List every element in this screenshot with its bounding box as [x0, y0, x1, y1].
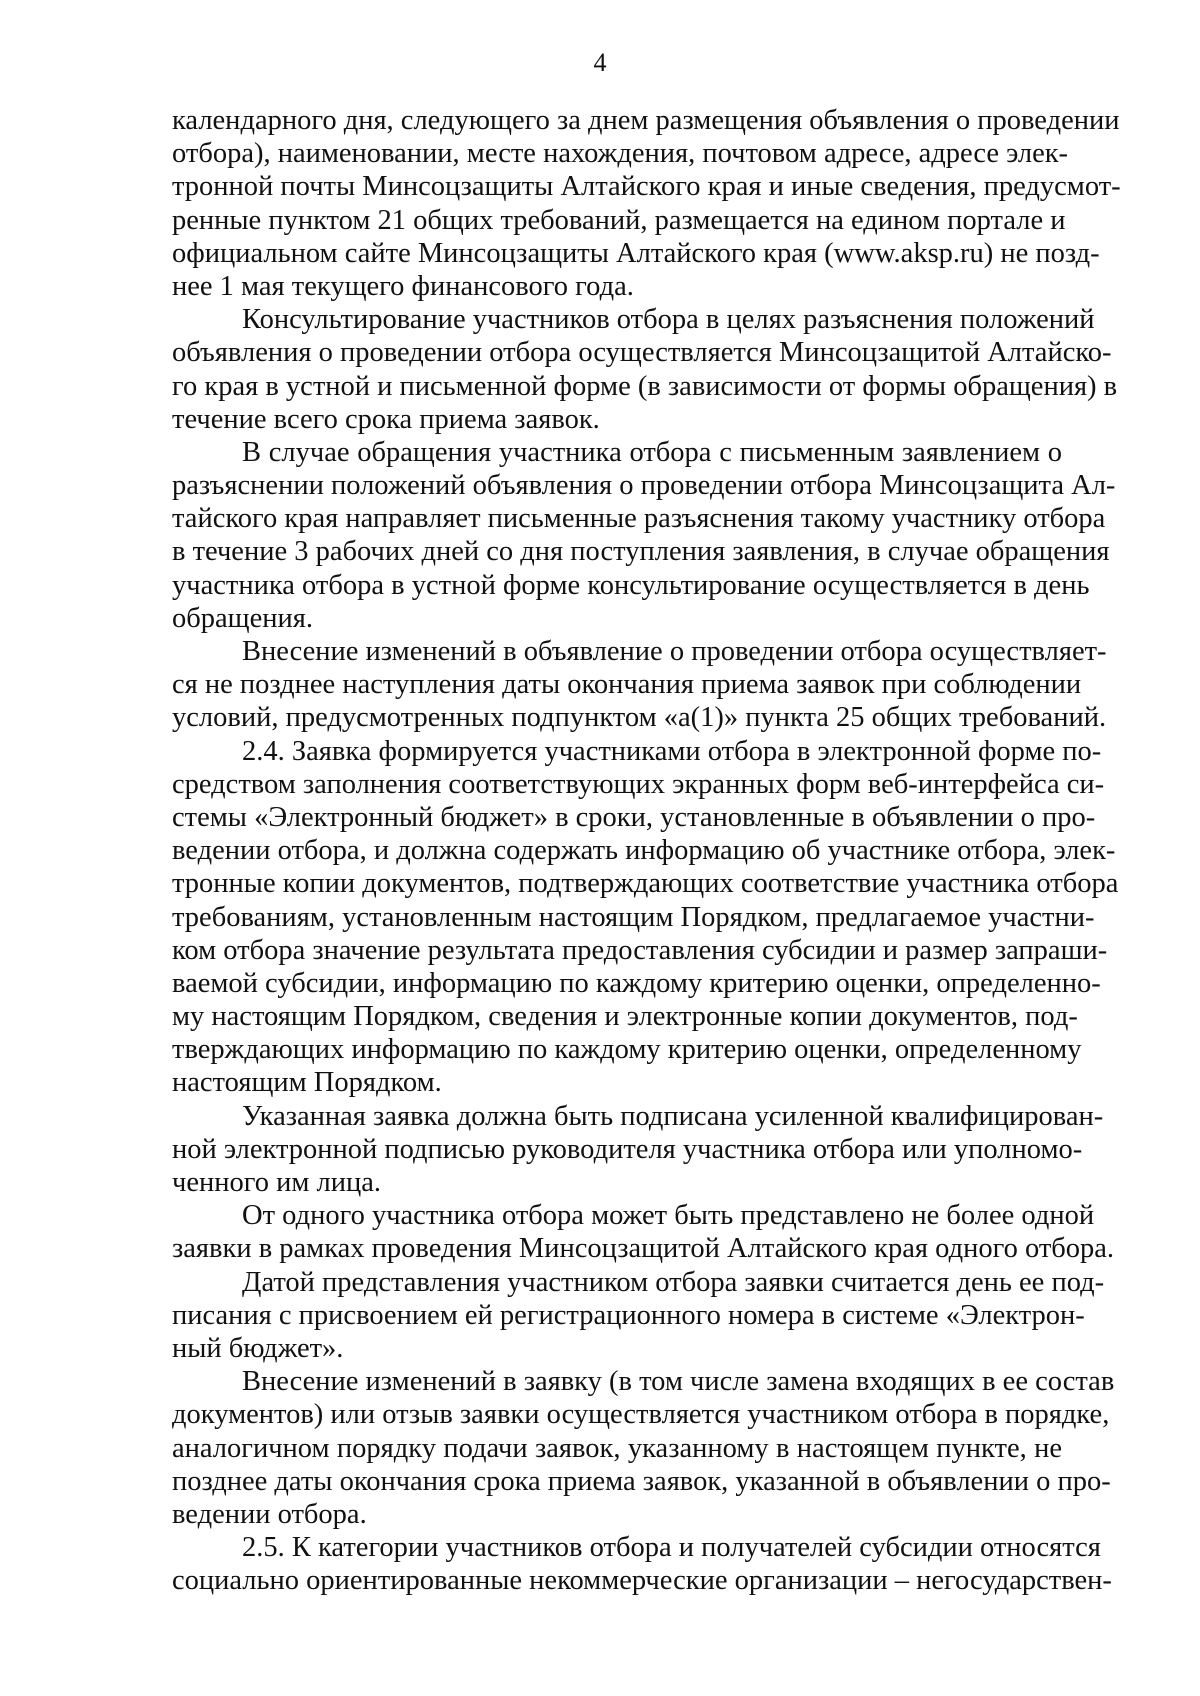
- text-line: Внесение изменений в заявку (в том числе замена входящих в ее состав: [242, 1366, 1115, 1398]
- paragraph: [172, 1266, 1105, 1366]
- paragraph: [172, 1531, 1112, 1597]
- text-line: ком отбора значение результата предоставления субсидии и размер запраши-: [172, 934, 1108, 966]
- paragraph: [172, 1100, 1104, 1200]
- text-line: ведении отбора.: [172, 1498, 367, 1530]
- text-line: Внесение изменений в объявление о проведении отбора осуществляет-: [242, 636, 1107, 667]
- text-line: настоящим Порядком.: [172, 1067, 442, 1099]
- text-line: ренные пунктом 21 общих требований, размещается на едином портале и: [172, 204, 1066, 236]
- text-line: условий, предусмотренных подпунктом «а(1)» пункта 25 общих требований.: [172, 702, 1107, 734]
- text-line: заявки в рамках проведения Минсоцзащитой Алтайского края одного отбора.: [172, 1233, 1115, 1265]
- paragraph: [172, 436, 1116, 635]
- text-line: ченного им лица.: [172, 1167, 382, 1198]
- text-line: документов) или отзыв заявки осуществляется участником отбора в порядке,: [172, 1399, 1110, 1431]
- text-line: ся не позднее наступления даты окончания приема заявок при соблюдении: [172, 669, 1082, 701]
- text-line: Датой представления участником отбора заявки считается день ее под-: [242, 1266, 1105, 1298]
- text-line: ный бюджет».: [172, 1332, 344, 1364]
- text-line: 2.5. К категории участников отбора и получателей субсидии относятся: [242, 1532, 1101, 1564]
- text-line: тронной почты Минсоцзащиты Алтайского края и иные сведения, предусмот-: [172, 171, 1121, 203]
- text-line: ной электронной подписью руководителя участника отбора или уполномо-: [172, 1133, 1083, 1165]
- text-line: Консультирование участников отбора в целях разъяснения положений: [242, 304, 1095, 336]
- text-line: участника отбора в устной форме консультирование осуществляется в день: [172, 569, 1090, 601]
- text-line: объявления о проведении отбора осуществляется Минсоцзащитой Алтайско-: [172, 337, 1112, 369]
- text-line: календарного дня, следующего за днем размещения объявления о проведении: [172, 105, 1120, 136]
- text-line: позднее даты окончания срока приема заявок, указанной в объявлении о про-: [172, 1465, 1111, 1497]
- text-line: обращения.: [172, 602, 313, 634]
- paragraph: [172, 1365, 1115, 1531]
- text-line: писания с присвоением ей регистрационного номера в системе «Электрон-: [172, 1299, 1085, 1331]
- paragraph: [172, 303, 1118, 436]
- text-line: Указанная заявка должна быть подписана усиленной квалифицирован-: [242, 1100, 1104, 1132]
- text-line: отбора), наименовании, месте нахождения, почтовом адресе, адресе элек-: [172, 138, 1069, 170]
- document-body: [172, 104, 1121, 1597]
- text-line: От одного участника отбора может быть представлено не более одной: [242, 1200, 1095, 1232]
- text-line: тайского края направляет письменные разъяснения такому участнику отбора: [172, 503, 1106, 535]
- text-line: тверждающих информацию по каждому критерию оценки, определенному: [172, 1034, 1082, 1066]
- text-line: тронные копии документов, подтверждающих соответствие участника отбора: [172, 868, 1119, 900]
- text-line: требованиям, установленным настоящим Порядком, предлагаемое участни-: [172, 901, 1095, 933]
- page-number: 4: [593, 48, 607, 77]
- text-line: 2.4. Заявка формируется участниками отбора в электронной форме по-: [242, 735, 1102, 767]
- text-line: ваемой субсидии, информацию по каждому критерию оценки, определенно-: [172, 967, 1101, 999]
- paragraph: [172, 1199, 1115, 1265]
- text-line: В случае обращения участника отбора с письменным заявлением о: [242, 436, 1062, 468]
- paragraph: [172, 735, 1119, 1100]
- text-line: нее 1 мая текущего финансового года.: [172, 270, 634, 302]
- text-line: течение всего срока приема заявок.: [172, 403, 600, 435]
- text-line: средством заполнения соответствующих экранных форм веб-интерфейса си-: [172, 768, 1105, 800]
- paragraph: [172, 635, 1107, 735]
- text-line: стемы «Электронный бюджет» в сроки, установленные в объявлении о про-: [172, 801, 1096, 833]
- text-line: официальном сайте Минсоцзащиты Алтайского края (www.aksp.ru) не позд-: [172, 237, 1100, 269]
- text-line: разъяснении положений объявления о проведении отбора Минсоцзащита Ал-: [172, 470, 1116, 502]
- text-line: го края в устной и письменной форме (в зависимости от формы обращения) в: [172, 370, 1118, 402]
- text-line: в течение 3 рабочих дней со дня поступления заявления, в случае обращения: [172, 536, 1110, 568]
- text-line: социально ориентированные некоммерческие организации – негосударствен-: [172, 1565, 1112, 1597]
- text-line: ведении отбора, и должна содержать информацию об участнике отбора, элек-: [172, 835, 1116, 867]
- text-line: аналогичном порядку подачи заявок, указанному в настоящем пункте, не: [172, 1432, 1062, 1464]
- paragraph: [172, 104, 1121, 303]
- text-line: му настоящим Порядком, сведения и электронные копии документов, под-: [172, 1001, 1078, 1033]
